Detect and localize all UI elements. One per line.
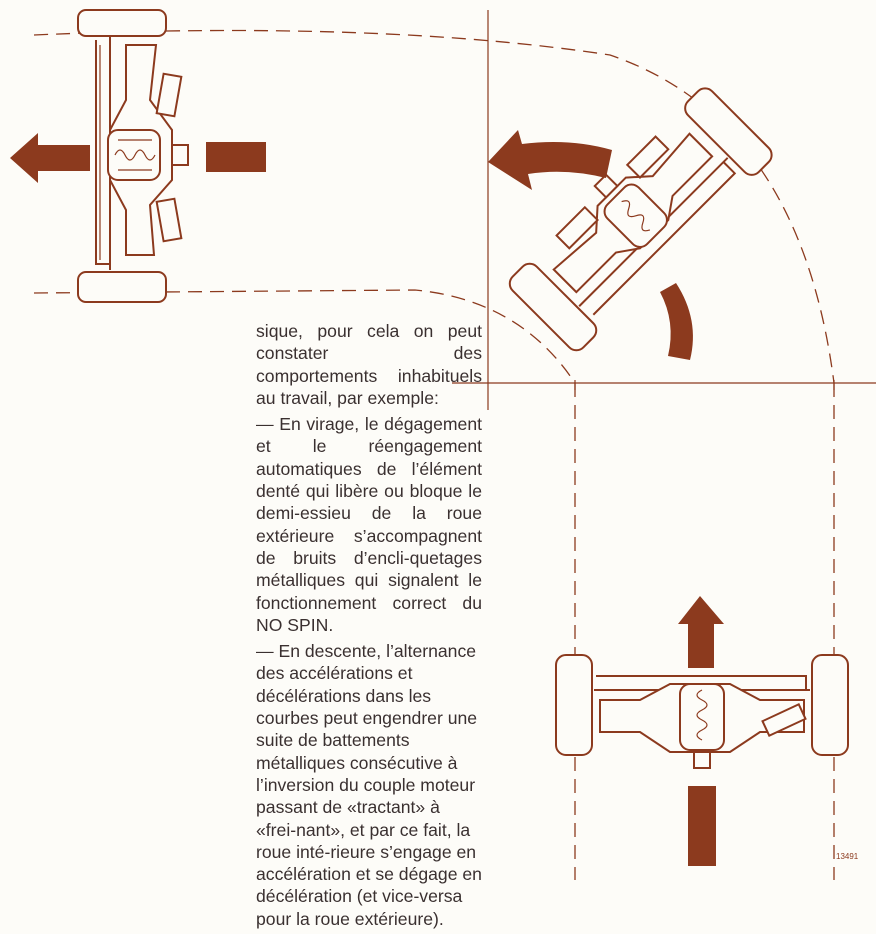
body-text	[256, 320, 482, 934]
axle-cornering	[488, 80, 776, 360]
item-cornering-paragraph: — En virage, le dégagement et le réengagement automatiques de l’élément denté qui libère ou bloque le demi-essieu de la roue extérieure s’accompagnent de bruits d’encli-quetages métalliques qui signalent le fonctionnement correct du NO SPIN.	[256, 414, 482, 635]
axle-straight-up	[556, 596, 848, 866]
figure-number: 13491	[836, 852, 859, 861]
intro-paragraph: sique, pour cela on peut constater des comportements inhabituels au travail, par exemple:	[256, 321, 482, 408]
item-descent-paragraph: — En descente, l’alternance des accélérations et décélérations dans les courbes peut engendrer une suite de battements métalliques consécutive à l’inversion du couple moteur passant de «tractant» à «frei-nant», et par ce fait, la roue inté-rieure s’engage en accélération et se dégage en décélération (et vice-versa pour la roue extérieure).	[256, 641, 482, 929]
axle-straight-left	[10, 10, 266, 302]
